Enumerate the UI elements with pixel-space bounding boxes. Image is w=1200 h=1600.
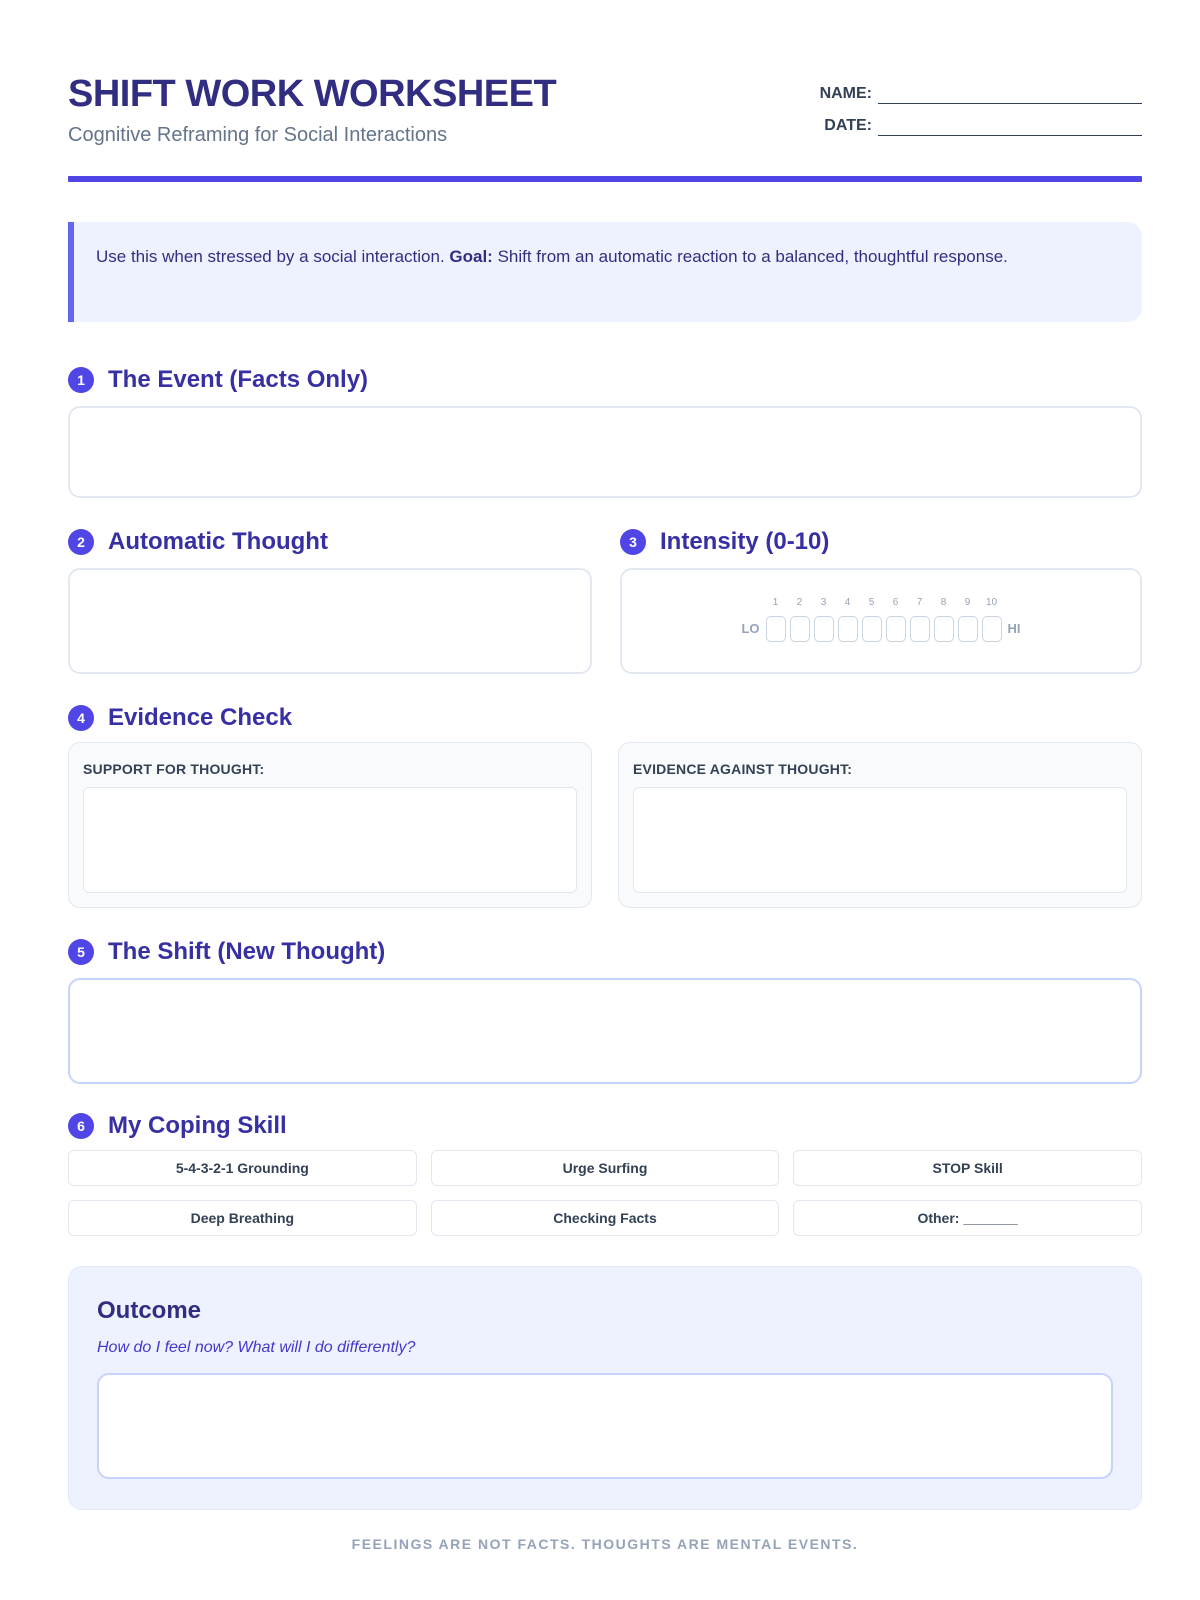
intensity-checkbox[interactable] bbox=[814, 616, 834, 642]
intensity-cell bbox=[886, 596, 906, 642]
name-field[interactable] bbox=[878, 88, 1142, 104]
outcome-panel bbox=[68, 1266, 1142, 1510]
scale-low-label: LO bbox=[741, 621, 760, 636]
intensity-checkbox[interactable] bbox=[958, 616, 978, 642]
against-label: EVIDENCE AGAINST THOUGHT: bbox=[633, 761, 853, 777]
intensity-number: 9 bbox=[964, 597, 971, 608]
support-input-box[interactable] bbox=[83, 787, 577, 893]
step-badge: 4 bbox=[68, 705, 94, 731]
intensity-panel bbox=[620, 568, 1142, 674]
intensity-scale bbox=[622, 596, 1140, 642]
coping-skill-option[interactable]: Urge Surfing bbox=[431, 1150, 780, 1186]
section-title: The Event (Facts Only) bbox=[108, 366, 369, 393]
coping-skill-option[interactable]: Deep Breathing bbox=[68, 1200, 417, 1236]
intensity-checkbox[interactable] bbox=[790, 616, 810, 642]
intensity-cell bbox=[910, 596, 930, 642]
intensity-cell bbox=[838, 596, 858, 642]
intensity-number: 4 bbox=[844, 597, 851, 608]
scale-high-label: HI bbox=[1007, 621, 1021, 636]
outcome-input-box[interactable] bbox=[97, 1373, 1113, 1479]
name-field-row bbox=[820, 80, 1142, 104]
section-shift-heading bbox=[68, 936, 385, 968]
intensity-number: 1 bbox=[772, 597, 779, 608]
intro-goal-text: Shift from an automatic reaction to a balanced, thoughtful response. bbox=[492, 247, 1008, 266]
outcome-title: Outcome bbox=[97, 1297, 202, 1324]
intensity-number: 3 bbox=[820, 597, 827, 608]
section-title: The Shift (New Thought) bbox=[108, 938, 386, 965]
section-coping-heading bbox=[68, 1110, 287, 1142]
name-label: NAME: bbox=[819, 85, 872, 102]
intensity-number: 7 bbox=[916, 597, 923, 608]
intro-callout bbox=[68, 222, 1142, 322]
section-intensity-heading bbox=[620, 526, 829, 558]
intensity-checkbox[interactable] bbox=[838, 616, 858, 642]
date-label: DATE: bbox=[824, 117, 872, 134]
intensity-number: 5 bbox=[868, 597, 875, 608]
step-badge: 1 bbox=[68, 367, 94, 393]
intensity-number: 2 bbox=[796, 597, 803, 608]
intro-goal-label: Goal: bbox=[449, 247, 493, 266]
intensity-number: 8 bbox=[940, 597, 947, 608]
worksheet-page bbox=[68, 0, 1142, 1600]
page-title: SHIFT WORK WORKSHEET bbox=[68, 73, 557, 115]
shift-input-box[interactable] bbox=[68, 978, 1142, 1084]
intensity-number: 6 bbox=[892, 597, 899, 608]
intensity-cell bbox=[982, 596, 1002, 642]
coping-skills-grid bbox=[68, 1150, 1142, 1236]
against-input-box[interactable] bbox=[633, 787, 1127, 893]
header bbox=[68, 72, 1142, 182]
intensity-cell bbox=[766, 596, 786, 642]
step-badge: 3 bbox=[620, 529, 646, 555]
intensity-cell bbox=[958, 596, 978, 642]
coping-skill-option[interactable]: Checking Facts bbox=[431, 1200, 780, 1236]
section-evidence-heading bbox=[68, 702, 292, 734]
outcome-prompt: How do I feel now? What will I do differently? bbox=[97, 1339, 416, 1356]
date-field[interactable] bbox=[878, 120, 1142, 136]
evidence-support-panel bbox=[68, 742, 592, 908]
intensity-cell bbox=[934, 596, 954, 642]
section-thought-heading bbox=[68, 526, 328, 558]
intensity-checkbox[interactable] bbox=[886, 616, 906, 642]
step-badge: 6 bbox=[68, 1113, 94, 1139]
intensity-checkbox[interactable] bbox=[766, 616, 786, 642]
evidence-against-panel bbox=[618, 742, 1142, 908]
section-title: Intensity (0-10) bbox=[660, 528, 830, 555]
coping-skill-option[interactable]: STOP Skill bbox=[793, 1150, 1142, 1186]
footer-note: FEELINGS ARE NOT FACTS. THOUGHTS ARE MENTAL EVENTS. bbox=[351, 1536, 859, 1552]
intensity-checkbox[interactable] bbox=[910, 616, 930, 642]
intensity-cell bbox=[862, 596, 882, 642]
coping-skill-option[interactable]: Other: _______ bbox=[793, 1200, 1142, 1236]
header-divider bbox=[68, 176, 1142, 182]
support-label: SUPPORT FOR THOUGHT: bbox=[83, 761, 265, 777]
page-subtitle: Cognitive Reframing for Social Interactions bbox=[68, 124, 448, 146]
intensity-checkbox[interactable] bbox=[862, 616, 882, 642]
section-title: My Coping Skill bbox=[108, 1112, 287, 1139]
section-title: Automatic Thought bbox=[108, 528, 328, 555]
intro-text: Use this when stressed by a social interaction. bbox=[96, 247, 450, 266]
intensity-checkbox[interactable] bbox=[982, 616, 1002, 642]
section-title: Evidence Check bbox=[108, 704, 293, 731]
step-badge: 2 bbox=[68, 529, 94, 555]
intensity-cell bbox=[790, 596, 810, 642]
event-input-box[interactable] bbox=[68, 406, 1142, 498]
date-field-row bbox=[824, 112, 1142, 136]
step-badge: 5 bbox=[68, 939, 94, 965]
intensity-number: 10 bbox=[985, 597, 998, 608]
intensity-cell bbox=[814, 596, 834, 642]
section-event-heading bbox=[68, 364, 368, 396]
coping-skill-option[interactable]: 5-4-3-2-1 Grounding bbox=[68, 1150, 417, 1186]
thought-input-box[interactable] bbox=[68, 568, 592, 674]
intensity-checkbox[interactable] bbox=[934, 616, 954, 642]
